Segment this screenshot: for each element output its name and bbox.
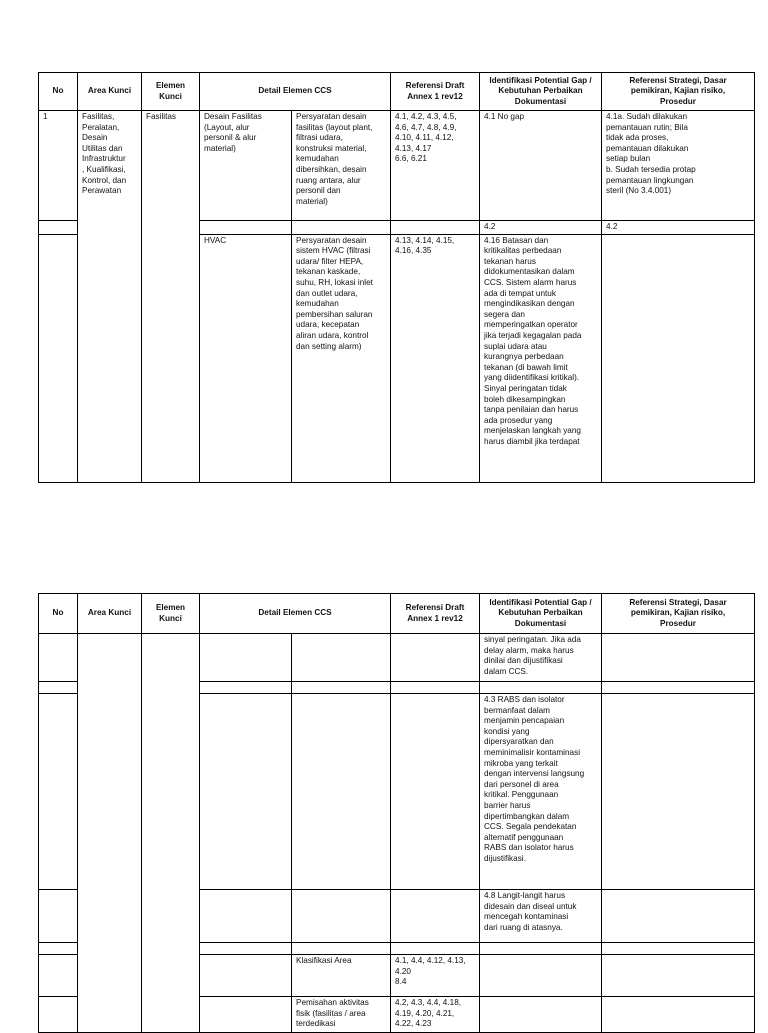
cell-gap: 4.8 Langit-langit harus didesain dan diseal untuk mencegah kontaminasi dari ruang di atasnya. [480,890,602,943]
cell-gap: 4.2 [480,221,602,235]
cell-detail-b [292,890,391,943]
cell-strategi [602,955,755,997]
header-elemen-kunci: Elemen Kunci [142,73,200,111]
cell-detail-b: Persyaratan desain fasilitas (layout plant, filtrasi udara, konstruksi material, kemudahan dibersihkan, desain ruang antara, alur personil dan material) [292,111,391,221]
cell-detail-a: HVAC [200,234,292,482]
cell-strategi [602,234,755,482]
cell-detail-b: Pemisahan aktivitas fisik (fasilitas / area terdedikasi [292,997,391,1033]
cell-strategi [602,943,755,955]
cell-detail-a [200,634,292,682]
cell-referensi: 4.1, 4.2, 4.3, 4.5, 4.6, 4.7, 4.8, 4.9, 4.10, 4.11, 4.12, 4.13, 4.17 6.6, 6.21 [391,111,480,221]
cell-detail-a [200,221,292,235]
header-referensi: Referensi Draft Annex 1 rev12 [391,594,480,634]
cell-detail-a [200,997,292,1033]
cell-detail-b [292,694,391,890]
cell-gap [480,997,602,1033]
header-area-kunci: Area Kunci [78,594,142,634]
header-gap: Identifikasi Potential Gap / Kebutuhan Perbaikan Dokumentasi [480,594,602,634]
cell-no [39,634,78,682]
cell-strategi [602,682,755,694]
header-referensi: Referensi Draft Annex 1 rev12 [391,73,480,111]
cell-detail-a: Desain Fasilitas (Layout, alur personil & alur material) [200,111,292,221]
cell-detail-a [200,890,292,943]
ccs-table-page-2 [38,593,755,1033]
cell-strategi [602,694,755,890]
cell-strategi [602,997,755,1033]
header-gap: Identifikasi Potential Gap / Kebutuhan Perbaikan Dokumentasi [480,73,602,111]
header-detail-elemen: Detail Elemen CCS [200,73,391,111]
cell-area-kunci [78,634,142,1033]
header-no: No [39,594,78,634]
cell-no [39,221,78,235]
cell-no [39,943,78,955]
cell-gap [480,682,602,694]
header-detail-elemen: Detail Elemen CCS [200,594,391,634]
header-row [39,73,755,111]
cell-strategi: 4.1a. Sudah dilakukan pemantauan rutin; Bila tidak ada proses, pemantauan dilakukan setiap bulan b. Sudah tersedia protap pemantauan lingkungan steril (No 3.4.001) [602,111,755,221]
cell-no [39,682,78,694]
cell-gap: sinyal peringatan. Jika ada delay alarm, maka harus dinilai dan dijustifikasi dalam CCS. [480,634,602,682]
cell-referensi [391,634,480,682]
cell-referensi [391,890,480,943]
cell-referensi: 4.1, 4.4, 4.12, 4.13, 4.20 8.4 [391,955,480,997]
cell-no [39,955,78,997]
cell-strategi [602,634,755,682]
cell-referensi [391,694,480,890]
cell-detail-b: Klasifikasi Area [292,955,391,997]
cell-no [39,997,78,1033]
cell-gap: 4.1 No gap [480,111,602,221]
cell-detail-a [200,694,292,890]
table-row [39,111,755,221]
cell-gap [480,943,602,955]
cell-gap: 4.16 Batasan dan kritikalitas perbedaan tekanan harus didokumentasikan dalam CCS. Sistem alarm harus ada di tempat untuk mengindikasikan dengan segera dan memperingatkan operator jika terjadi kegagalan pada suplai udara atau kurangnya perbedaan tekanan (di bawah limit yang diidentifikasi kritikal). Sinyal peringatan tidak boleh dikesampingkan tanpa penilaian dan harus ada prosedur yang menjelaskan langkah yang harus diambil jika terdapat [480,234,602,482]
cell-referensi: 4.13, 4.14, 4.15, 4.16, 4.35 [391,234,480,482]
header-strategi: Referensi Strategi, Dasar pemikiran, Kajian risiko, Prosedur [602,594,755,634]
ccs-table-page-1 [38,72,755,483]
cell-detail-a [200,682,292,694]
cell-detail-b [292,221,391,235]
cell-detail-b: Persyaratan desain sistem HVAC (filtrasi udara/ filter HEPA, tekanan kaskade, suhu, RH, lokasi inlet dan outlet udara, kemudahan pembersihan saluran udara, kecepatan aliran udara, kontrol dan setting alarm) [292,234,391,482]
cell-gap [480,955,602,997]
cell-referensi: 4.2, 4.3, 4.4, 4.18, 4.19, 4.20, 4.21, 4.22, 4.23 [391,997,480,1033]
table-row [39,634,755,682]
cell-no [39,234,78,482]
cell-referensi [391,682,480,694]
cell-strategi: 4.2 [602,221,755,235]
cell-detail-b [292,943,391,955]
cell-elemen-kunci: Fasilitas [142,111,200,483]
cell-detail-a [200,943,292,955]
cell-no: 1 [39,111,78,221]
header-no: No [39,73,78,111]
header-strategi: Referensi Strategi, Dasar pemikiran, Kajian risiko, Prosedur [602,73,755,111]
cell-gap: 4.3 RABS dan isolator bermanfaat dalam menjamin pencapaian kondisi yang dipersyaratkan dan meminimalisir kontaminasi mikroba yang terkait dengan intervensi langsung dari personel di area kritikal. Penggunaan barrier harus dipertimbangkan dalam CCS. Segala pendekatan alternatif penggunaan RABS dan isolator harus dijustifikasi. [480,694,602,890]
cell-detail-b [292,634,391,682]
cell-elemen-kunci [142,634,200,1033]
cell-detail-a [200,955,292,997]
cell-no [39,694,78,890]
cell-strategi [602,890,755,943]
cell-area-kunci: Fasilitas, Peralatan, Desain Utilitas dan Infrastruktur , Kualifikasi, Kontrol, dan Perawatan [78,111,142,483]
cell-no [39,890,78,943]
cell-detail-b [292,682,391,694]
header-elemen-kunci: Elemen Kunci [142,594,200,634]
header-area-kunci: Area Kunci [78,73,142,111]
cell-referensi [391,221,480,235]
header-row [39,594,755,634]
cell-referensi [391,943,480,955]
